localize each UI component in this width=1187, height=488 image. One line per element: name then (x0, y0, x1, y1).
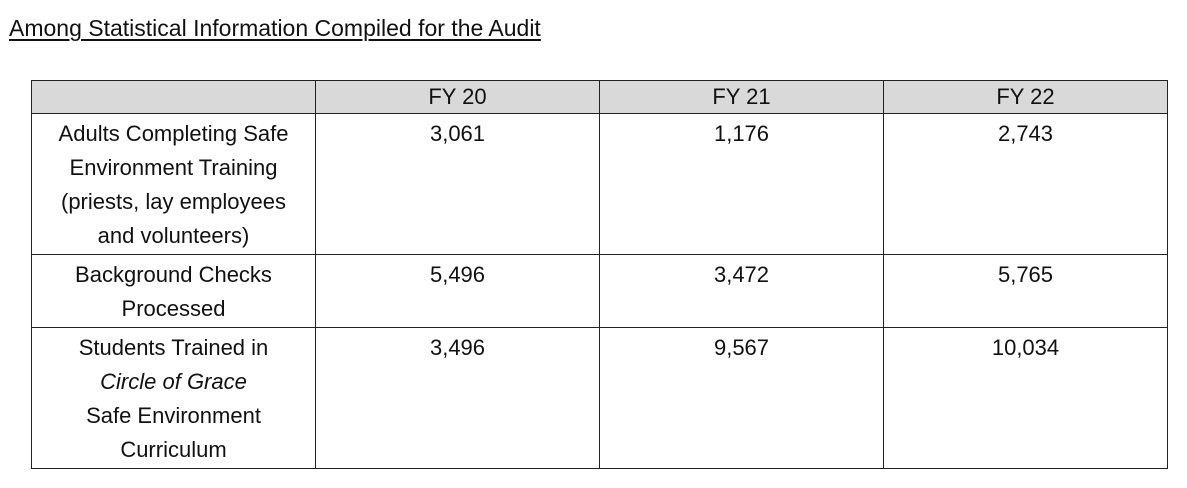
row-label-students-trained (32, 328, 316, 469)
table-cell-value: 9,567 (600, 328, 884, 469)
row-label-line: Environment Training (69, 155, 278, 180)
row-label-program-name: Circle of Grace (100, 369, 247, 394)
row-label-line: Processed (121, 296, 226, 321)
table-cell-value: 3,061 (316, 114, 600, 255)
row-label-line: Adults Completing Safe (58, 121, 289, 146)
row-label-line: and volunteers) (97, 223, 250, 248)
table-cell-value: 5,765 (884, 255, 1168, 328)
header-cell-empty (32, 81, 316, 114)
table-cell-value: 5,496 (316, 255, 600, 328)
table-cell-value: 2,743 (884, 114, 1168, 255)
statistics-table (31, 80, 1168, 469)
row-label-line: Students Trained in (78, 335, 269, 360)
table-header-row (32, 81, 1168, 114)
table-row (32, 328, 1168, 469)
row-label-background-checks (32, 255, 316, 328)
row-label-line: Safe Environment (86, 403, 261, 428)
row-label-line: Background Checks (75, 262, 272, 287)
table-cell-value: 1,176 (600, 114, 884, 255)
table-row (32, 255, 1168, 328)
row-label-line: Curriculum (120, 437, 227, 462)
header-cell-fy22: FY 22 (884, 81, 1168, 114)
table-row (32, 114, 1168, 255)
page-title: Among Statistical Information Compiled for the Audit (9, 15, 541, 41)
table-cell-value: 10,034 (884, 328, 1168, 469)
table-cell-value: 3,496 (316, 328, 600, 469)
row-label-adults-training (32, 114, 316, 255)
header-cell-fy20: FY 20 (316, 81, 600, 114)
table-cell-value: 3,472 (600, 255, 884, 328)
header-cell-fy21: FY 21 (600, 81, 884, 114)
row-label-line: (priests, lay employees (61, 189, 286, 214)
